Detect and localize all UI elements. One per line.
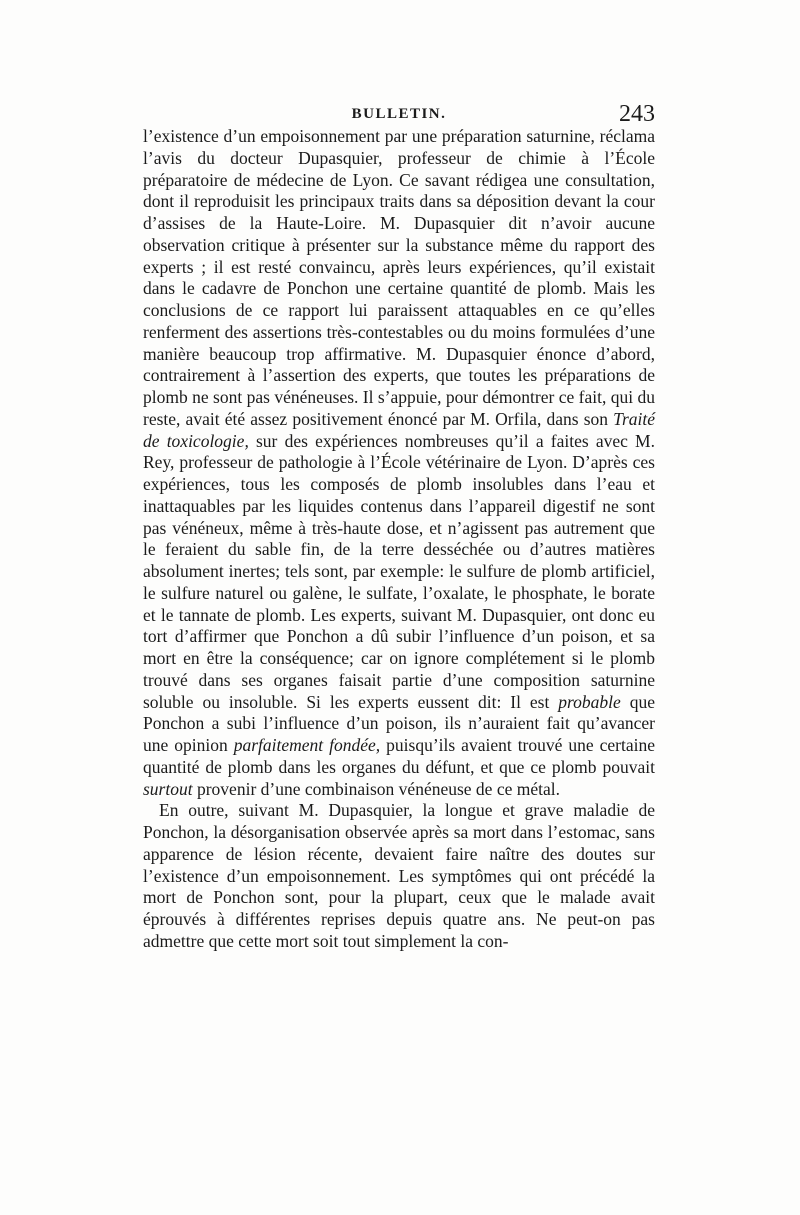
text-run: sur des expériences nombreuses qu’il a faites avec M. Rey, professeur de pathologie à l’École vétérinaire de Lyon. D’après ces expériences, tous les composés de plomb insolubles dans l’eau et inattaquables par les liquides contenus dans l’appareil digestif ne sont pas vénéneux, même à très-haute dose, et n’agissent pas autrement que le feraient du sable fin, de la terre desséchée ou d’autres matières absolument inertes; tels sont, par exemple: le sulfure de plomb artificiel, le sulfure naturel ou galène, le sulfate, l’oxalate, le phosphate, le borate et le tannate de plomb. Les experts, suivant M. Dupasquier, ont donc eu tort d’affirmer que Ponchon a dû subir l’influence d’un poison, et sa mort en être la conséquence; car on ignore complétement si le plomb trouvé dans ses organes faisait partie d’une composition saturnine soluble ou insoluble. Si les experts eussent dit: Il est	[143, 430, 655, 712]
body-text	[143, 126, 655, 953]
paragraph	[143, 800, 655, 952]
paragraph	[143, 126, 655, 800]
running-title: BULLETIN.	[351, 106, 447, 122]
emphasis-surtout: surtout	[143, 778, 193, 799]
text-run: l’existence d’un empoisonnement par une préparation saturnine, réclama l’avis du docteur Dupasquier, professeur de chimie à l’École préparatoire de médecine de Lyon. Ce savant rédigea une consultation, dont il reproduisit les principaux traits dans sa déposition devant la cour d’assises de la Haute-Loire. M. Dupasquier dit n’avoir aucune observation critique à présenter sur la substance même du rapport des experts ; il est resté convaincu, après leurs expériences, qu’il existait dans le cadavre de Ponchon une certaine quantité de plomb. Mais les conclusions de ce rapport lui paraissent attaquables en ce qu’elles renferment des assertions très-contestables ou du moins formulées d’une manière beaucoup trop affirmative. M. Dupasquier énonce d’abord, contrairement à l’assertion des experts, que toutes les préparations de plomb ne sont pas vénéneuses. Il s’appuie, pour démontrer ce fait, qui du reste, avait été assez positivement énoncé par M. Orfila, dans son	[143, 126, 655, 429]
text-run: provenir d’une combinaison vénéneuse de ce métal.	[192, 778, 560, 799]
emphasis-fondee: parfaitement fondée,	[233, 735, 381, 755]
book-title: Traité de toxicologie,	[143, 408, 655, 451]
page-number: 243	[619, 101, 655, 127]
text-run: que Ponchon a subi l’influence d’un poison, ils n’auraient fait qu’avancer une opinion	[143, 691, 655, 755]
text-run: En outre, suivant M. Dupasquier, la longue et grave maladie de Ponchon, la désorganisation observée après sa mort dans l’estomac, sans apparence de lésion récente, devaient faire naître des doutes sur l’existence d’un empoisonnement. Les symptômes qui ont précédé la mort de Ponchon sont, pour la plupart, ceux que le malade avait éprouvés à différentes reprises depuis quatre ans. Ne peut-on pas admettre que cette mort soit tout simplement la con-	[143, 800, 655, 951]
text-run: puisqu’ils avaient trouvé une certaine quantité de plomb dans les organes du défunt, et que ce plomb pouvait	[143, 735, 656, 777]
emphasis-probable: probable	[558, 691, 621, 712]
